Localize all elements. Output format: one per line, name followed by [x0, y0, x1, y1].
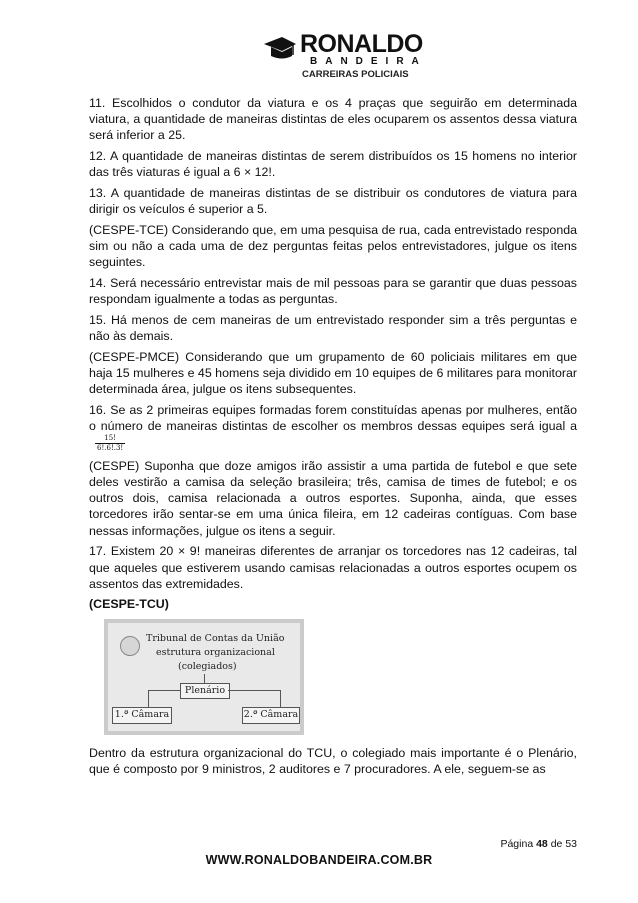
tcu-paragraph: Dentro da estrutura organizacional do TCU, o colegiado mais importante é o Plenário, que é composto por 9 ministros, 2 auditores e 7 procuradores. A ele, seguem-se as: [89, 745, 577, 776]
question-11: 11. Escolhidos o condutor da viatura e os 4 praças que seguirão em determinada viatura, a quantidade de maneiras distintas de eles ocuparem os assentos dessa viatura será inferior a 25.: [89, 96, 577, 143]
tcu-seal-icon: [120, 636, 140, 656]
org-chart-panel: [108, 623, 300, 731]
context-cespe-pmce: (CESPE-PMCE) Considerando que um grupamento de 60 policiais militares em que haja 15 mulheres e 45 homens seja dividido em 10 equipes de 6 militares para monitorar determinada área, julgue os itens subsequentes.: [89, 349, 577, 397]
connector-line: [148, 690, 149, 708]
header-logo: [262, 30, 427, 80]
org-chart-title: Tribunal de Contas da União: [146, 632, 285, 644]
page-of-label: de: [550, 838, 563, 850]
logo-subtitle: BANDEIRA: [310, 56, 427, 67]
connector-line: [280, 690, 281, 708]
first-chamber-box: 1.ª Câmara: [112, 707, 172, 724]
second-chamber-box: 2.ª Câmara: [242, 707, 300, 724]
graduation-cap-icon: [262, 34, 298, 64]
current-page: 48: [536, 838, 548, 850]
fraction-denominator: 6!.6!.3!: [97, 444, 124, 453]
page-content: [89, 95, 577, 782]
fraction-numerator: 15!: [95, 434, 125, 444]
plenario-box: Plenário: [180, 683, 230, 699]
question-16: [89, 402, 577, 453]
question-15: 15. Há menos de cem maneiras de um entrevistado responder sim a três perguntas e não às demais.: [89, 312, 577, 344]
question-14: 14. Será necessário entrevistar mais de mil pessoas para se garantir que duas pessoas respondam igualmente a todas as perguntas.: [89, 276, 577, 307]
logo-tagline: CARREIRAS POLICIAIS: [302, 69, 409, 80]
question-16-text: 16. Se as 2 primeiras equipes formadas forem constituídas apenas por mulheres, então o número de maneiras distintas de escolher os membros dessas equipes será igual a: [89, 402, 577, 434]
org-chart-subtitle: estrutura organizacional: [156, 646, 275, 658]
connector-line: [148, 690, 180, 691]
question-12: 12. A quantidade de maneiras distintas de serem distribuídos os 15 homens no interior das três viaturas é igual a 6 × 12!.: [89, 149, 577, 180]
page-label: Página: [500, 838, 534, 850]
org-chart-caption: (colegiados): [178, 660, 237, 672]
question-17: 17. Existem 20 × 9! maneiras diferentes de arranjar os torcedores nas 12 cadeiras, tal que aqueles que estiverem usando camisas relacionadas a outros esportes ocupem os assentos das extremidades.: [89, 544, 577, 591]
footer-website: WWW.RONALDOBANDEIRA.COM.BR: [205, 853, 433, 867]
context-cespe: (CESPE) Suponha que doze amigos irão assistir a uma partida de futebol e que sete deles vestirão a camisa da seleção brasileira; três, camisa de times de futebol; e os outros dois, camisa relacionada a outros esportes. Suponha, ainda, que esses torcedores irão sentar-se em uma única fileira, em 12 cadeiras contíguas. Com base nessas informações, julgue os itens a seguir.: [89, 458, 577, 538]
fraction: [95, 434, 125, 453]
question-13: 13. A quantidade de maneiras distintas de se distribuir os condutores de viatura para dirigir os veículos é superior a 5.: [89, 186, 577, 217]
tcu-org-chart: [104, 619, 304, 735]
context-cespe-tce: (CESPE-TCE) Considerando que, em uma pesquisa de rua, cada entrevistado responda sim ou não a cada uma de dez perguntas feitas pelos entrevistadores, julgue os itens seguintes.: [89, 222, 577, 270]
logo-title: RONALDO: [300, 30, 423, 58]
page-number: [500, 838, 577, 850]
connector-line: [228, 690, 280, 691]
total-pages: 53: [565, 838, 577, 850]
section-cespe-tcu: (CESPE-TCU): [89, 597, 169, 612]
